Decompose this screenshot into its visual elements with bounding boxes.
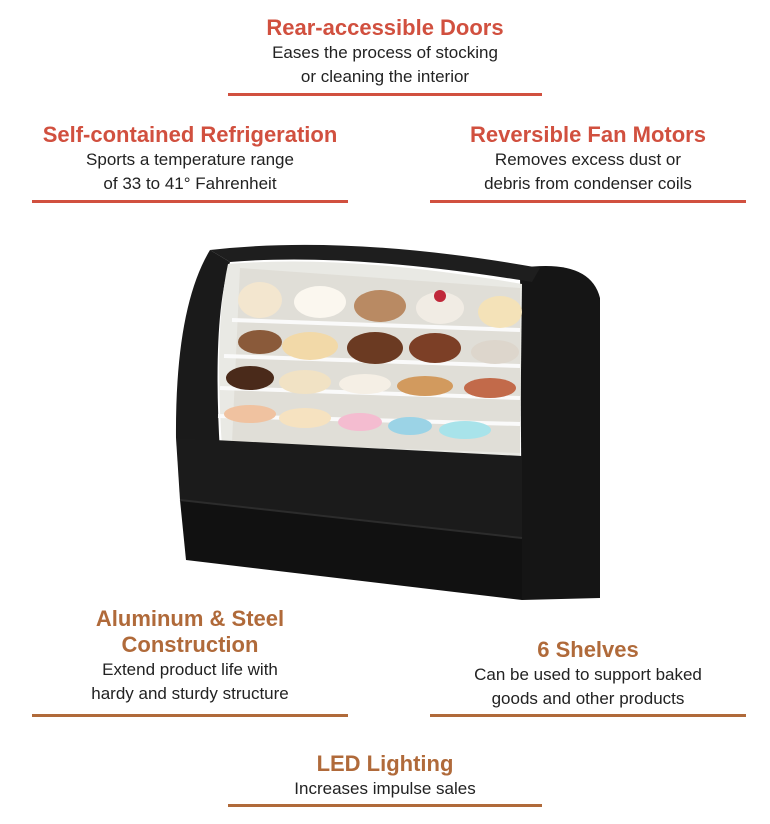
feature-led-lighting: [228, 751, 542, 801]
feature-description-line: goods and other products: [491, 689, 685, 708]
feature-self-contained-refrigeration: [32, 122, 348, 196]
feature-description-line: Eases the process of stocking: [272, 43, 498, 62]
feature-description-line: of 33 to 41° Fahrenheit: [103, 174, 277, 193]
feature-description-line: Increases impulse sales: [294, 779, 476, 798]
feature-title-line: Construction: [121, 632, 259, 657]
feature-title: 6 Shelves: [537, 637, 639, 662]
bakery-display-case-image: [170, 238, 610, 608]
feature-description-line: Removes excess dust or: [494, 150, 682, 169]
feature-description-line: Can be used to support baked: [474, 665, 702, 684]
feature-description-line: hardy and sturdy structure: [91, 684, 289, 703]
feature-description-line: Sports a temperature range: [86, 150, 294, 169]
divider: [430, 200, 746, 203]
divider: [228, 93, 542, 96]
feature-title: Self-contained Refrigeration: [42, 122, 338, 147]
feature-title: Reversible Fan Motors: [470, 122, 706, 147]
feature-aluminum-steel-construction: [32, 606, 348, 706]
feature-title: Rear-accessible Doors: [266, 15, 504, 40]
feature-reversible-fan-motors: [430, 122, 746, 196]
feature-6-shelves: [430, 637, 746, 711]
divider: [228, 804, 542, 807]
divider: [32, 714, 348, 717]
divider: [32, 200, 348, 203]
feature-description-line: or cleaning the interior: [300, 67, 470, 86]
feature-rear-accessible-doors: [228, 15, 542, 89]
feature-title: LED Lighting: [316, 751, 454, 776]
case-end-panel: [520, 266, 600, 600]
feature-description-line: debris from condenser coils: [484, 174, 692, 193]
feature-description-line: Extend product life with: [102, 660, 278, 679]
divider: [430, 714, 746, 717]
feature-title-line: Aluminum & Steel: [95, 606, 285, 631]
